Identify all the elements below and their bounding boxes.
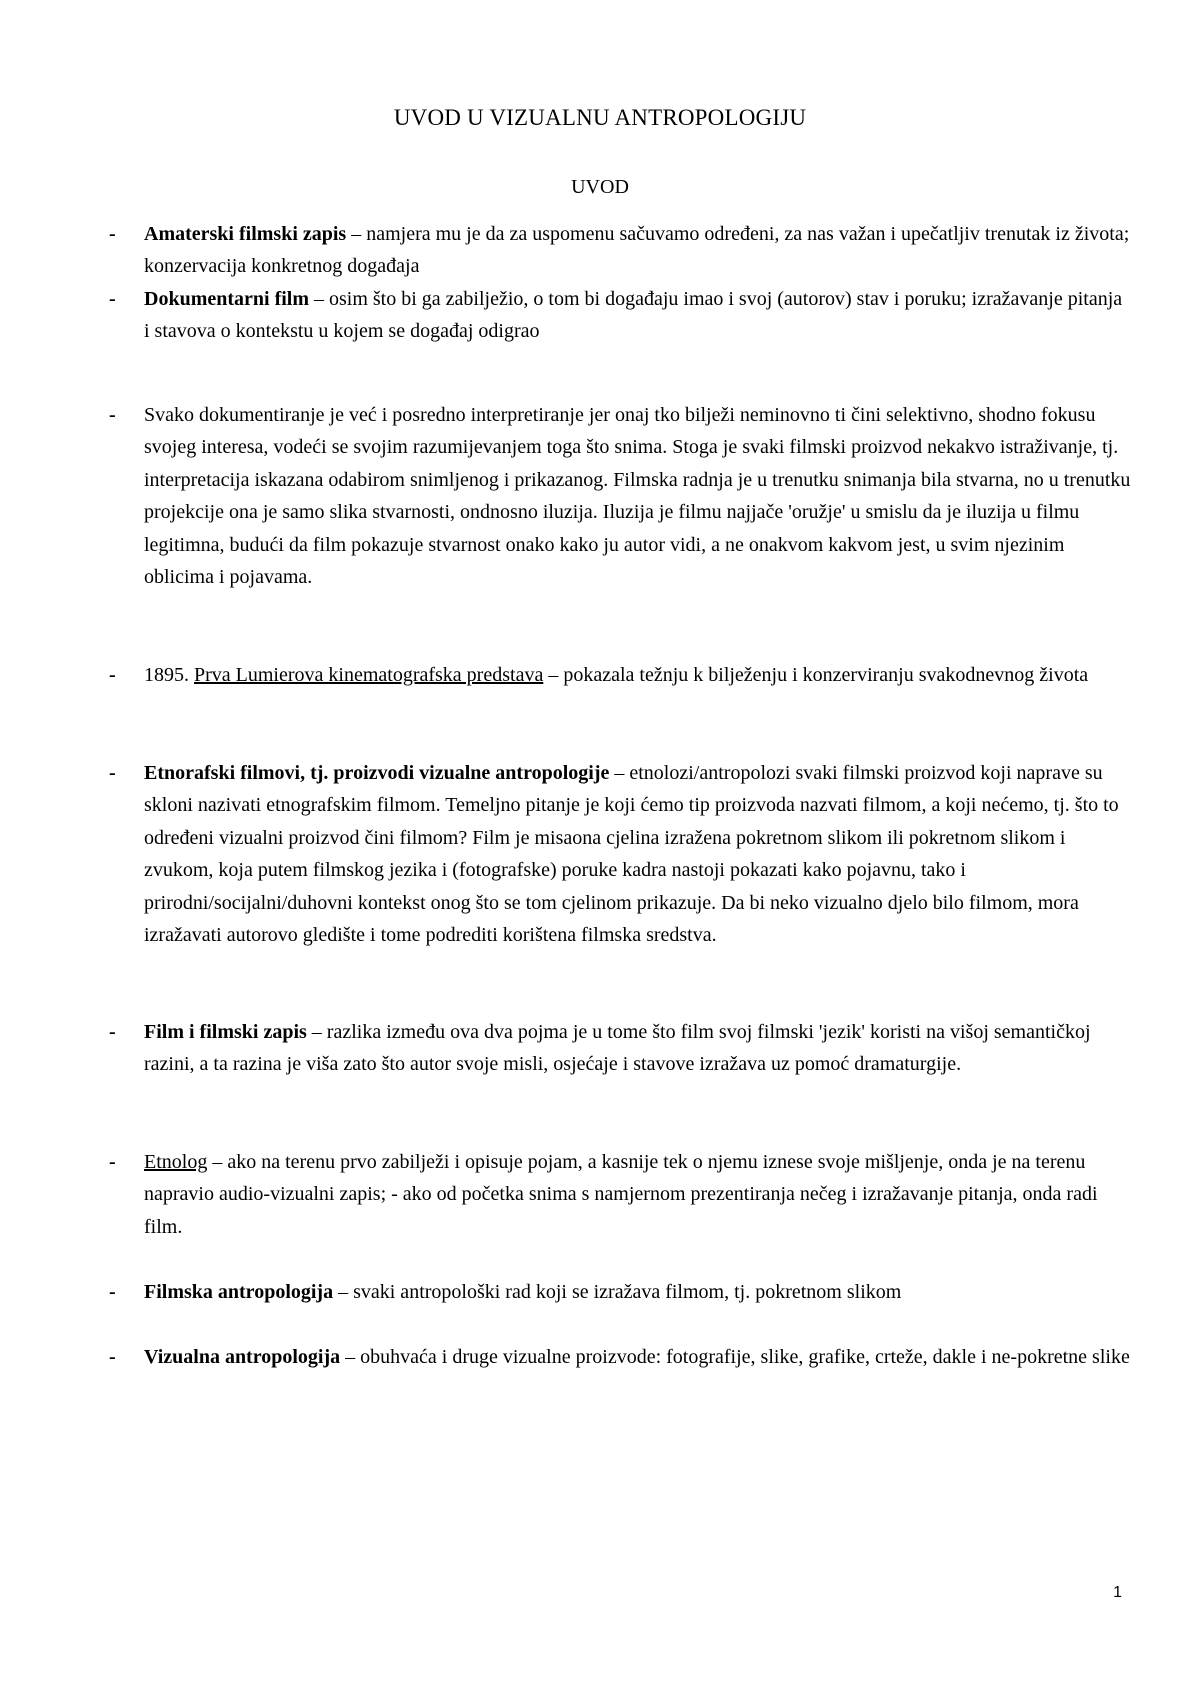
definition-lumiere: – pokazala težnju k bilježenju i konzerviranju svakodnevnog života	[543, 664, 1089, 686]
bullet-dash: -	[109, 404, 116, 426]
definition-etnografski-filmovi: – etnolozi/antropolozi svaki filmski proizvod koji naprave su skloni nazivati etnografskim filmom. Temeljno pitanje je koji ćemo tip proizvoda nazvati filmom, a koji nećemo, tj. što to određeni vizualni proizvod čini filmom? Film je misaona cjelina izražena pokretnom slikom ili pokretnom slikom i zvukom, koja putem filmskog jezika i (fotografske) poruke kadra nastoji pokazati kako pojavnu, tako i prirodni/socijalni/duhovni kontekst onog što se tom cjelinom prikazuje. Da bi neko vizualno djelo bilo filmom, mora izražavati autorovo gledište i tome podrediti korištena filmska sredstva.	[144, 762, 1119, 947]
term-etnografski-filmovi: Etnorafski filmovi, tj. proizvodi vizualne antropologije	[144, 762, 610, 784]
definition-film-i-filmski-zapis: – razlika između ova dva pojma je u tome što film svoj filmski 'jezik' koristi na višoj semantičkoj razini, a ta razina je viša zato što autor svoje misli, osjećaje i stavove izražava uz pomoć dramaturgije.	[144, 1021, 1091, 1076]
bullet-dash: -	[109, 1281, 116, 1303]
definition-etnolog: – ako na terenu prvo zabilježi i opisuje pojam, a kasnije tek o njemu iznese svoje mišljenje, onda je na terenu napravio audio-vizualni zapis; - ako od početka snima s namjernom prezentiranja nečeg i izražavanje pitanja, onda radi film.	[144, 1151, 1098, 1238]
list-item-filmska-antropologija	[102, 1276, 1132, 1308]
paragraph-lumiere	[102, 659, 1132, 691]
bullet-dash: -	[109, 287, 116, 310]
list-item-amaterski-filmski-zapis	[102, 218, 1132, 283]
paragraph-film-i-filmski-zapis	[102, 1016, 1132, 1081]
paragraph-dokumentiranje	[102, 399, 1132, 593]
paragraph-filmska-antropologija	[102, 1276, 1132, 1308]
definition-amaterski-filmski-zapis: – namjera mu je da za uspomenu sačuvamo određeni, za nas važan i upečatljiv trenutak iz života; konzervacija konkretnog događaja	[144, 223, 1130, 278]
paragraph-etnolog	[102, 1146, 1132, 1243]
section-heading: UVOD	[571, 176, 629, 198]
list-item-etnolog	[102, 1146, 1132, 1243]
term-filmska-antropologija: Filmska antropologija	[144, 1281, 334, 1303]
term-vizualna-antropologija: Vizualna antropologija	[144, 1346, 341, 1368]
bullet-dash: -	[109, 1346, 116, 1368]
definition-dokumentarni-film: – osim što bi ga zabilježio, o tom bi događaju imao i svoj (autorov) stav i poruku; izražavanje pitanja i stavova o kontekstu u kojem se događaj odigrao	[144, 287, 1123, 343]
bullet-dash: -	[109, 664, 116, 686]
year-1895: 1895.	[144, 664, 194, 686]
paragraph-etnografski-filmovi	[102, 757, 1132, 951]
list-item-film-i-filmski-zapis	[102, 1016, 1132, 1081]
page-number: 1	[1113, 1584, 1122, 1601]
definition-filmska-antropologija: – svaki antropološki rad koji se izražava filmom, tj. pokretnom slikom	[333, 1281, 902, 1303]
bullet-dash: -	[109, 1151, 116, 1173]
definition-vizualna-antropologija: – obuhvaća i druge vizualne proizvode: fotografije, slike, grafike, crteže, dakle i ne-pokretne slike	[340, 1346, 1130, 1368]
term-dokumentarni-film: Dokumentarni film	[144, 287, 309, 310]
list-item-etnografski-filmovi	[102, 757, 1132, 951]
underlined-lumiere-title: Prva Lumierova kinematografska predstava	[194, 664, 544, 686]
list-item-dokumentiranje	[102, 399, 1132, 593]
list-item-lumiere	[102, 659, 1132, 691]
list-item-dokumentarni-film	[102, 283, 1132, 348]
bullet-dash: -	[109, 1021, 116, 1043]
bullet-dash: -	[109, 223, 116, 245]
underlined-etnolog: Etnolog	[144, 1151, 208, 1173]
term-film-i-filmski-zapis: Film i filmski zapis	[144, 1021, 307, 1043]
list-item-vizualna-antropologija	[102, 1341, 1132, 1373]
document-title: UVOD U VIZUALNU ANTROPOLOGIJU	[393, 105, 807, 130]
paragraph-dokumentiranje-text: Svako dokumentiranje je već i posredno interpretiranje jer onaj tko bilježi neminovno ti čini selektivno, shodno fokusu svojeg interesa, vodeći se svojim razumijevanjem toga što snima. Stoga je svaki filmski proizvod nekakvo istraživanje, tj. interpretacija iskazana odabirom snimljenog i prikazanog. Filmska radnja je u trenutku snimanja bila stvarna, no u trenutku projekcije ona je samo slika stvarnosti, ondnosno iluzija. Iluzija je filmu najjače 'oružje' u smislu da je iluzija u filmu legitimna, budući da film pokazuje stvarnost onako kako ju autor vidi, a ne onakvom kakvom jest, u svim njezinim oblicima i pojavama.	[144, 404, 1131, 589]
bullet-dash: -	[109, 762, 116, 784]
paragraph-vizualna-antropologija	[102, 1341, 1132, 1373]
definition-list-intro	[102, 218, 1132, 348]
term-amaterski-filmski-zapis: Amaterski filmski zapis	[144, 223, 347, 245]
